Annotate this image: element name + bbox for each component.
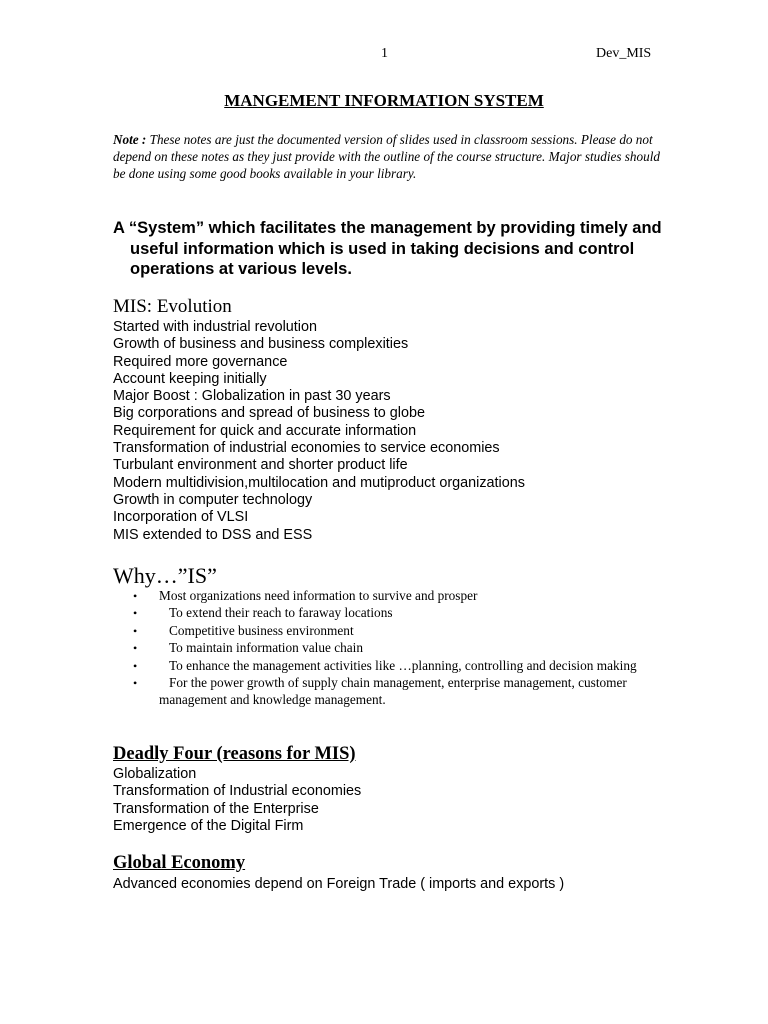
mis-definition: A “System” which facilitates the management by providing timely and useful information which is used in taking decisions and control operations at various levels. [113,219,662,278]
list-item: Big corporations and spread of business to globe [113,405,425,422]
list-item: Requirement for quick and accurate information [113,422,417,439]
bullet-text: For the power growth of supply chain management, enterprise management, customer management and knowledge management. [159,674,631,707]
why-heading: Why…”IS” [113,563,217,588]
note-text: These notes are just the documented version of slides used in classroom sessions. Please do not depend on these notes as they just provide with the outline of the course structure. Major studies should be done using some good books available in your library. [113,132,660,181]
bullet-text: To extend their reach to faraway locations [159,605,393,621]
bullet-item [133,605,663,622]
bullet-icon: • [133,589,138,603]
global-economy-text: Advanced economies depend on Foreign Trade ( imports and exports ) [113,876,565,892]
list-item: Modern multidivision,multilocation and mutiproduct organizations [113,474,525,491]
bullet-text: Most organizations need information to survive and prosper [159,588,478,603]
bullet-icon: • [133,675,138,690]
page-number: 1 [381,46,388,61]
list-item: Started with industrial revolution [113,319,317,335]
document-id: Dev_MIS [596,46,652,61]
evolution-heading: MIS: Evolution [113,296,232,317]
list-item: Transformation of industrial economies to service economies [113,440,500,457]
bullet-icon: • [133,606,138,621]
page-title: MANGEMENT INFORMATION SYSTEM [224,91,544,110]
list-item: Transformation of the Enterprise [113,800,319,817]
bullet-item [133,588,663,605]
bullet-text: To maintain information value chain [159,640,364,656]
note-label: Note : [113,132,147,147]
list-item: Turbulant environment and shorter product life [113,457,408,474]
list-item: Growth of business and business complexities [113,336,409,353]
list-item: Globalization [113,766,197,782]
list-item: Account keeping initially [113,370,267,387]
bullet-icon: • [133,623,138,638]
list-item: Growth in computer technology [113,491,313,508]
bullet-item [133,623,663,640]
bullet-item [133,658,663,675]
list-item: Incorporation of VLSI [113,509,249,526]
deadly-four-list [113,766,361,835]
list-item: Major Boost : Globalization in past 30 years [113,388,391,405]
bullet-text: Competitive business environment [159,622,354,638]
list-item: MIS extended to DSS and ESS [113,526,313,543]
why-bullet-list [133,588,663,709]
bullet-item [133,675,663,709]
global-economy-heading: Global Economy [113,853,246,873]
evolution-list [113,319,525,544]
bullet-item [133,640,663,657]
bullet-text: To enhance the management activities like …planning, controlling and decision making [159,657,637,673]
list-item: Emergence of the Digital Firm [113,817,304,834]
bullet-icon: • [133,641,138,656]
list-item: Required more governance [113,353,288,370]
deadly-four-heading: Deadly Four (reasons for MIS) [113,744,356,764]
list-item: Transformation of Industrial economies [113,783,362,800]
bullet-icon: • [133,658,138,673]
note-paragraph [113,131,673,182]
